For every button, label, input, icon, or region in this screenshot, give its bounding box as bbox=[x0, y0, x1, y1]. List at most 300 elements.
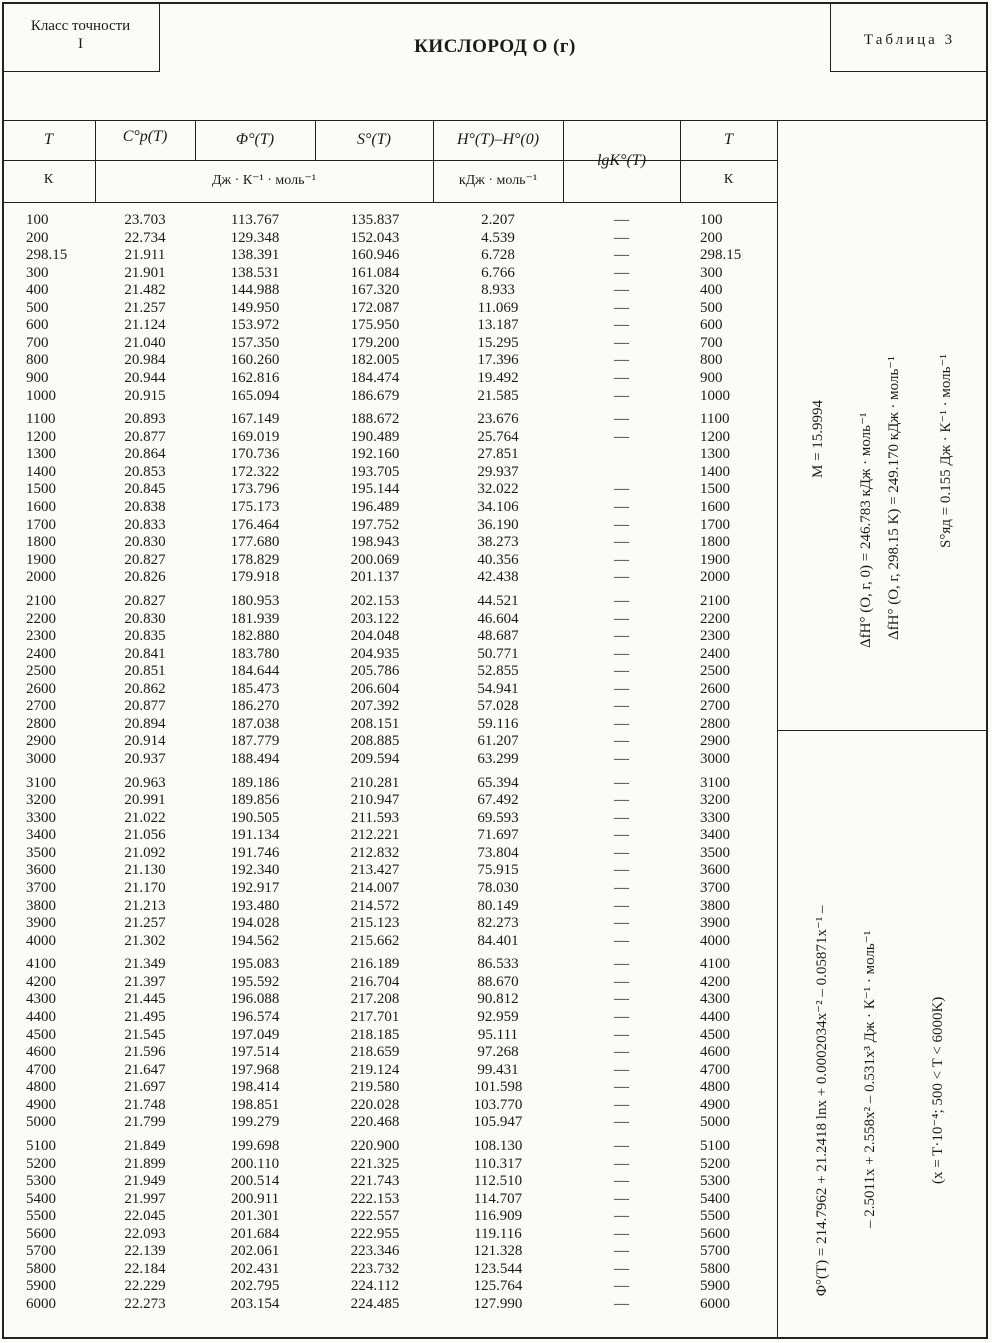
cell-h: 15.295 bbox=[477, 334, 519, 351]
cell-s: 152.043 bbox=[350, 229, 400, 246]
cell-s: 220.468 bbox=[350, 1114, 400, 1131]
cell-t-right: 4700 bbox=[700, 1061, 730, 1078]
cell-cp: 20.845 bbox=[124, 481, 166, 498]
cell-t-right: 4400 bbox=[700, 1009, 730, 1025]
cell-phi: 170.736 bbox=[230, 446, 280, 463]
cell-phi: 185.473 bbox=[230, 680, 280, 697]
cell-t-right: 5000 bbox=[700, 1114, 730, 1131]
cell-lgk: — bbox=[614, 1243, 629, 1260]
cell-phi: 181.939 bbox=[230, 610, 280, 627]
cell-lgk: — bbox=[614, 1208, 629, 1225]
cell-phi: 153.972 bbox=[230, 317, 280, 334]
cell-h: 46.604 bbox=[477, 610, 519, 627]
cell-h: 27.851 bbox=[477, 446, 519, 463]
cell-lgk: — bbox=[614, 592, 629, 609]
cell-s: 208.151 bbox=[350, 715, 400, 732]
cell-phi: 197.514 bbox=[230, 1044, 280, 1061]
cell-lgk: — bbox=[614, 680, 629, 697]
cell-t-right: 2900 bbox=[700, 733, 730, 750]
cell-t: 3700 bbox=[26, 879, 56, 896]
cell-s: 224.112 bbox=[350, 1278, 400, 1295]
cell-lgk: — bbox=[614, 915, 629, 932]
cell-lgk: — bbox=[614, 991, 629, 1008]
cell-t: 600 bbox=[26, 317, 49, 334]
cell-cp: 21.596 bbox=[124, 1044, 166, 1061]
cell-lgk: — bbox=[614, 569, 629, 586]
cell-t: 4200 bbox=[26, 973, 56, 990]
cell-s: 220.900 bbox=[350, 1138, 400, 1155]
cell-s: 205.786 bbox=[350, 663, 400, 680]
header-bottom-rule bbox=[2, 202, 777, 203]
cell-t-right: 1900 bbox=[700, 551, 730, 568]
cell-cp: 21.170 bbox=[124, 879, 166, 896]
cell-phi: 157.350 bbox=[230, 334, 280, 351]
cell-t: 4500 bbox=[26, 1026, 56, 1043]
cell-cp: 20.830 bbox=[124, 534, 166, 551]
cell-phi: 202.795 bbox=[230, 1278, 280, 1295]
cell-t-right: 2200 bbox=[700, 610, 730, 627]
cell-t: 2500 bbox=[26, 663, 56, 680]
cell-s: 214.572 bbox=[350, 897, 400, 914]
cell-t-right: 298.15 bbox=[700, 247, 742, 264]
cell-h: 92.959 bbox=[477, 1009, 519, 1025]
cell-phi: 192.917 bbox=[230, 879, 280, 896]
cell-t-right: 4200 bbox=[700, 973, 730, 990]
cell-s: 216.704 bbox=[350, 973, 400, 990]
cell-h: 54.941 bbox=[477, 680, 519, 697]
cell-lgk: — bbox=[614, 282, 629, 299]
cell-s: 210.947 bbox=[350, 792, 400, 809]
cell-phi: 200.514 bbox=[230, 1173, 280, 1190]
cell-h: 4.539 bbox=[481, 229, 515, 246]
cell-h: 61.207 bbox=[477, 733, 519, 750]
cell-cp: 21.901 bbox=[124, 264, 166, 281]
cell-h: 65.394 bbox=[477, 774, 519, 791]
cell-cp: 22.093 bbox=[124, 1225, 166, 1242]
cell-t-right: 1600 bbox=[700, 499, 730, 515]
cell-h: 44.521 bbox=[477, 592, 519, 609]
cell-cp: 21.799 bbox=[124, 1114, 166, 1131]
cell-phi: 194.028 bbox=[230, 915, 280, 932]
cell-cp: 22.045 bbox=[124, 1208, 166, 1225]
cell-phi: 160.260 bbox=[230, 352, 280, 369]
cell-phi: 199.279 bbox=[230, 1114, 280, 1131]
cell-t-right: 2300 bbox=[700, 628, 730, 645]
cell-s: 160.946 bbox=[350, 247, 400, 264]
cell-cp: 20.937 bbox=[124, 750, 166, 767]
cell-phi: 144.988 bbox=[230, 282, 280, 299]
cell-t: 400 bbox=[26, 282, 49, 299]
cell-t-right: 5800 bbox=[700, 1260, 730, 1277]
cell-lgk: — bbox=[614, 897, 629, 914]
cell-cp: 20.963 bbox=[124, 774, 166, 791]
cell-t: 2300 bbox=[26, 628, 56, 645]
cell-phi: 193.480 bbox=[230, 897, 280, 914]
cell-cp: 20.915 bbox=[124, 387, 166, 404]
cell-h: 110.317 bbox=[473, 1155, 523, 1172]
cell-cp: 23.703 bbox=[124, 212, 166, 228]
cell-phi: 169.019 bbox=[230, 428, 280, 445]
cell-cp: 20.851 bbox=[124, 663, 166, 680]
cell-t-right: 3500 bbox=[700, 844, 730, 861]
cell-t: 2700 bbox=[26, 698, 56, 715]
cell-s: 224.485 bbox=[350, 1296, 400, 1312]
cell-phi: 202.061 bbox=[230, 1243, 280, 1260]
cell-cp: 20.864 bbox=[124, 446, 166, 463]
cell-h: 8.933 bbox=[481, 282, 515, 299]
cell-s: 218.659 bbox=[350, 1044, 400, 1061]
cell-t: 6000 bbox=[26, 1296, 56, 1312]
cell-t-right: 400 bbox=[700, 282, 723, 299]
cell-lgk: — bbox=[614, 481, 629, 498]
cell-lgk: — bbox=[614, 610, 629, 627]
cell-h: 34.106 bbox=[477, 499, 519, 515]
cell-h: 97.268 bbox=[477, 1044, 519, 1061]
cell-lgk: — bbox=[614, 551, 629, 568]
cell-h: 125.764 bbox=[473, 1278, 523, 1295]
cell-s: 167.320 bbox=[350, 282, 400, 299]
cell-s: 213.427 bbox=[350, 862, 400, 879]
cell-h: 23.676 bbox=[477, 411, 519, 428]
header-top-rule bbox=[2, 120, 988, 121]
cell-s: 207.392 bbox=[350, 698, 400, 715]
cell-lgk: — bbox=[614, 1296, 629, 1312]
cell-lgk: — bbox=[614, 499, 629, 515]
cell-h: 40.356 bbox=[477, 551, 519, 568]
cell-h: 121.328 bbox=[473, 1243, 523, 1260]
cell-s: 179.200 bbox=[350, 334, 400, 351]
cell-t-right: 3000 bbox=[700, 750, 730, 767]
cell-phi: 198.851 bbox=[230, 1096, 280, 1113]
cell-t-right: 4900 bbox=[700, 1096, 730, 1113]
cell-t-right: 1000 bbox=[700, 387, 730, 404]
cell-phi: 199.698 bbox=[230, 1138, 280, 1155]
cell-t-right: 900 bbox=[700, 369, 723, 386]
cell-t: 3900 bbox=[26, 915, 56, 932]
cell-lgk: — bbox=[614, 879, 629, 896]
cell-phi: 162.816 bbox=[230, 369, 280, 386]
cell-t: 2900 bbox=[26, 733, 56, 750]
cell-lgk: — bbox=[614, 1278, 629, 1295]
cell-h: 32.022 bbox=[477, 481, 519, 498]
cell-t: 5000 bbox=[26, 1114, 56, 1131]
cell-h: 73.804 bbox=[477, 844, 519, 861]
cell-cp: 20.894 bbox=[124, 715, 166, 732]
cell-lgk: — bbox=[614, 299, 629, 316]
cell-cp: 20.827 bbox=[124, 551, 166, 568]
cell-s: 210.281 bbox=[350, 774, 400, 791]
cell-lgk: — bbox=[614, 1138, 629, 1155]
cell-t: 100 bbox=[26, 212, 49, 228]
cell-phi: 198.414 bbox=[230, 1079, 280, 1096]
cell-h: 119.116 bbox=[474, 1225, 522, 1242]
cell-phi: 183.780 bbox=[230, 645, 280, 662]
cell-h: 84.401 bbox=[477, 932, 519, 949]
cell-t-right: 3800 bbox=[700, 897, 730, 914]
cell-phi: 201.684 bbox=[230, 1225, 280, 1242]
cell-lgk: — bbox=[614, 774, 629, 791]
cell-h: 17.396 bbox=[477, 352, 519, 369]
cell-t: 5100 bbox=[26, 1138, 56, 1155]
cell-t: 2200 bbox=[26, 610, 56, 627]
cell-lgk: — bbox=[614, 1260, 629, 1277]
cell-lgk: — bbox=[614, 750, 629, 767]
cell-s: 204.935 bbox=[350, 645, 400, 662]
cell-phi: 179.918 bbox=[230, 569, 280, 586]
cell-h: 114.707 bbox=[473, 1190, 523, 1207]
col-header-s: S°(T) bbox=[357, 131, 391, 148]
cell-h: 99.431 bbox=[477, 1061, 519, 1078]
cell-t-right: 2700 bbox=[700, 698, 730, 715]
cell-t-right: 5300 bbox=[700, 1173, 730, 1190]
cell-cp: 20.830 bbox=[124, 610, 166, 627]
cell-cp: 21.302 bbox=[124, 932, 166, 949]
cell-s: 221.325 bbox=[350, 1155, 400, 1172]
cell-s: 201.137 bbox=[350, 569, 400, 586]
cell-cp: 21.899 bbox=[124, 1155, 166, 1172]
cell-cp: 20.853 bbox=[124, 463, 166, 480]
cell-t-right: 4100 bbox=[700, 956, 730, 973]
cell-s: 222.557 bbox=[350, 1208, 400, 1225]
cell-cp: 20.862 bbox=[124, 680, 166, 697]
cell-h: 38.273 bbox=[477, 534, 519, 551]
cell-cp: 20.984 bbox=[124, 352, 166, 369]
cell-phi: 175.173 bbox=[230, 499, 280, 515]
cell-h: 90.812 bbox=[477, 991, 519, 1008]
cell-s: 215.123 bbox=[350, 915, 400, 932]
cell-phi: 191.746 bbox=[230, 844, 280, 861]
cell-h: 48.687 bbox=[477, 628, 519, 645]
cell-t: 2600 bbox=[26, 680, 56, 697]
cell-lgk: — bbox=[614, 1044, 629, 1061]
table-title: КИСЛОРОД О (г) bbox=[414, 36, 576, 57]
cell-lgk: — bbox=[614, 229, 629, 246]
unit-t-right: К bbox=[723, 172, 734, 187]
cell-s: 223.346 bbox=[350, 1243, 400, 1260]
cell-h: 25.764 bbox=[477, 428, 519, 445]
cell-lgk: — bbox=[614, 1114, 629, 1131]
cell-lgk: — bbox=[614, 428, 629, 445]
cell-cp: 21.257 bbox=[124, 915, 166, 932]
cell-phi: 184.644 bbox=[230, 663, 280, 680]
cell-t-right: 5100 bbox=[700, 1138, 730, 1155]
cell-t-right: 1300 bbox=[700, 446, 730, 463]
phi-formula-line-2: – 2.5011x + 2.558x² – 0.531x³ Дж · К⁻¹ · моль⁻¹ bbox=[862, 930, 878, 1228]
cell-s: 216.189 bbox=[350, 956, 400, 973]
cell-s: 212.221 bbox=[350, 827, 400, 844]
cell-h: 2.207 bbox=[481, 212, 515, 228]
cell-lgk: — bbox=[614, 534, 629, 551]
cell-lgk: — bbox=[614, 645, 629, 662]
cell-lgk: — bbox=[614, 628, 629, 645]
table-number-label: Таблица 3 bbox=[830, 2, 988, 72]
cell-phi: 194.562 bbox=[230, 932, 280, 949]
cell-t: 5400 bbox=[26, 1190, 56, 1207]
cell-cp: 20.944 bbox=[124, 369, 166, 386]
cell-lgk: — bbox=[614, 715, 629, 732]
cell-s: 161.084 bbox=[350, 264, 400, 281]
cell-phi: 172.322 bbox=[230, 463, 280, 480]
cell-t-right: 2100 bbox=[700, 592, 730, 609]
col-header-h: H°(T)–H°(0) bbox=[456, 131, 540, 148]
cell-t: 3600 bbox=[26, 862, 56, 879]
cell-lgk: — bbox=[614, 956, 629, 973]
cell-phi: 197.968 bbox=[230, 1061, 280, 1078]
cell-h: 95.111 bbox=[477, 1026, 519, 1043]
cell-cp: 21.130 bbox=[124, 862, 166, 879]
cell-t: 4000 bbox=[26, 932, 56, 949]
cell-t: 3300 bbox=[26, 809, 56, 826]
cell-h: 69.593 bbox=[477, 809, 519, 826]
cell-cp: 20.826 bbox=[124, 569, 166, 586]
cell-h: 42.438 bbox=[477, 569, 519, 586]
cell-h: 11.069 bbox=[477, 299, 519, 316]
cell-t: 5800 bbox=[26, 1260, 56, 1277]
cell-t: 2400 bbox=[26, 645, 56, 662]
cell-t: 1800 bbox=[26, 534, 56, 551]
cell-h: 88.670 bbox=[477, 973, 519, 990]
cell-lgk: — bbox=[614, 1061, 629, 1078]
cell-h: 78.030 bbox=[477, 879, 519, 896]
col-header-lgk: lgK°(T) bbox=[596, 152, 647, 169]
cell-t-right: 1200 bbox=[700, 428, 730, 445]
cell-lgk: — bbox=[614, 698, 629, 715]
cell-t-right: 200 bbox=[700, 229, 723, 246]
cell-lgk: — bbox=[614, 809, 629, 826]
cell-t-right: 1100 bbox=[700, 411, 730, 428]
cell-s: 202.153 bbox=[350, 592, 400, 609]
cell-s: 218.185 bbox=[350, 1026, 400, 1043]
cell-cp: 21.124 bbox=[124, 317, 166, 334]
cell-cp: 22.184 bbox=[124, 1260, 166, 1277]
unit-energy: Дж · К⁻¹ · моль⁻¹ bbox=[211, 173, 317, 188]
cell-h: 36.190 bbox=[477, 516, 519, 533]
cell-lgk: — bbox=[614, 827, 629, 844]
cell-s: 217.208 bbox=[350, 991, 400, 1008]
cell-t: 1400 bbox=[26, 463, 56, 480]
cell-t: 3000 bbox=[26, 750, 56, 767]
cell-t-right: 4000 bbox=[700, 932, 730, 949]
cell-t-right: 4500 bbox=[700, 1026, 730, 1043]
cell-t-right: 3600 bbox=[700, 862, 730, 879]
cell-t-right: 5900 bbox=[700, 1278, 730, 1295]
cell-t-right: 800 bbox=[700, 352, 723, 369]
cell-cp: 21.257 bbox=[124, 299, 166, 316]
cell-t-right: 2000 bbox=[700, 569, 730, 586]
cell-phi: 191.134 bbox=[230, 827, 280, 844]
cell-s: 219.580 bbox=[350, 1079, 400, 1096]
cell-t: 2000 bbox=[26, 569, 56, 586]
cell-h: 59.116 bbox=[477, 715, 519, 732]
col-header-t: T bbox=[44, 131, 53, 148]
cell-cp: 21.697 bbox=[124, 1079, 166, 1096]
cell-lgk: — bbox=[614, 387, 629, 404]
cell-t-right: 4800 bbox=[700, 1079, 730, 1096]
cell-phi: 200.110 bbox=[230, 1155, 280, 1172]
cell-s: 186.679 bbox=[350, 387, 400, 404]
cell-t-right: 1700 bbox=[700, 516, 730, 533]
cell-h: 67.492 bbox=[477, 792, 519, 809]
cell-s: 222.153 bbox=[350, 1190, 400, 1207]
cell-t: 200 bbox=[26, 229, 49, 246]
cell-s: 206.604 bbox=[350, 680, 400, 697]
cell-cp: 21.445 bbox=[124, 991, 166, 1008]
cell-t: 4800 bbox=[26, 1079, 56, 1096]
cell-t: 4600 bbox=[26, 1044, 56, 1061]
cell-lgk: — bbox=[614, 932, 629, 949]
cell-s: 192.160 bbox=[350, 446, 400, 463]
cell-t: 4100 bbox=[26, 956, 56, 973]
cell-s: 204.048 bbox=[350, 628, 400, 645]
cell-lgk: — bbox=[614, 1155, 629, 1172]
cell-cp: 20.877 bbox=[124, 698, 166, 715]
formation-enthalpy-0k: ΔfH° (O, г, 0) = 246.783 кДж · моль⁻¹ bbox=[858, 412, 874, 648]
cell-s: 220.028 bbox=[350, 1096, 400, 1113]
cell-cp: 20.991 bbox=[124, 792, 166, 809]
cell-lgk: — bbox=[614, 862, 629, 879]
cell-t-right: 3700 bbox=[700, 879, 730, 896]
cell-t-right: 1800 bbox=[700, 534, 730, 551]
cell-h: 103.770 bbox=[473, 1096, 523, 1113]
cell-s: 222.955 bbox=[350, 1225, 400, 1242]
cell-h: 63.299 bbox=[477, 750, 519, 767]
cell-cp: 21.349 bbox=[124, 956, 166, 973]
cell-cp: 22.734 bbox=[124, 229, 166, 246]
cell-phi: 195.083 bbox=[230, 956, 280, 973]
cell-t-right: 2600 bbox=[700, 680, 730, 697]
cell-phi: 186.270 bbox=[230, 698, 280, 715]
cell-cp: 20.833 bbox=[124, 516, 166, 533]
cell-s: 208.885 bbox=[350, 733, 400, 750]
cell-s: 215.662 bbox=[350, 932, 400, 949]
cell-lgk: — bbox=[614, 792, 629, 809]
cell-cp: 21.647 bbox=[124, 1061, 166, 1078]
cell-h: 105.947 bbox=[473, 1114, 523, 1131]
cell-lgk: — bbox=[614, 1190, 629, 1207]
cell-t: 1600 bbox=[26, 499, 56, 515]
cell-phi: 195.592 bbox=[230, 973, 280, 990]
cell-t-right: 1400 bbox=[700, 463, 730, 480]
cell-t: 5500 bbox=[26, 1208, 56, 1225]
cell-t-right: 3300 bbox=[700, 809, 730, 826]
cell-s: 198.943 bbox=[350, 534, 400, 551]
cell-cp: 21.397 bbox=[124, 973, 166, 990]
cell-lgk: — bbox=[614, 516, 629, 533]
cell-cp: 21.748 bbox=[124, 1096, 166, 1113]
cell-lgk: — bbox=[614, 663, 629, 680]
cell-s: 214.007 bbox=[350, 879, 400, 896]
col-header-t-right: T bbox=[724, 131, 733, 148]
cell-h: 19.492 bbox=[477, 369, 519, 386]
cell-h: 127.990 bbox=[473, 1296, 523, 1312]
cell-h: 108.130 bbox=[473, 1138, 523, 1155]
cell-t: 3800 bbox=[26, 897, 56, 914]
unit-t: К bbox=[43, 172, 54, 187]
cell-phi: 201.301 bbox=[230, 1208, 280, 1225]
cell-t: 5300 bbox=[26, 1173, 56, 1190]
cell-cp: 21.056 bbox=[124, 827, 166, 844]
cell-s: 217.701 bbox=[350, 1009, 400, 1025]
cell-cp: 21.495 bbox=[124, 1009, 166, 1025]
cell-s: 182.005 bbox=[350, 352, 400, 369]
cell-s: 212.832 bbox=[350, 844, 400, 861]
cell-t-right: 2400 bbox=[700, 645, 730, 662]
cell-phi: 173.796 bbox=[230, 481, 280, 498]
col-header-cp: C°p(T) bbox=[122, 128, 168, 145]
cell-cp: 21.849 bbox=[124, 1138, 166, 1155]
cell-t: 1000 bbox=[26, 387, 56, 404]
cell-cp: 21.482 bbox=[124, 282, 166, 299]
